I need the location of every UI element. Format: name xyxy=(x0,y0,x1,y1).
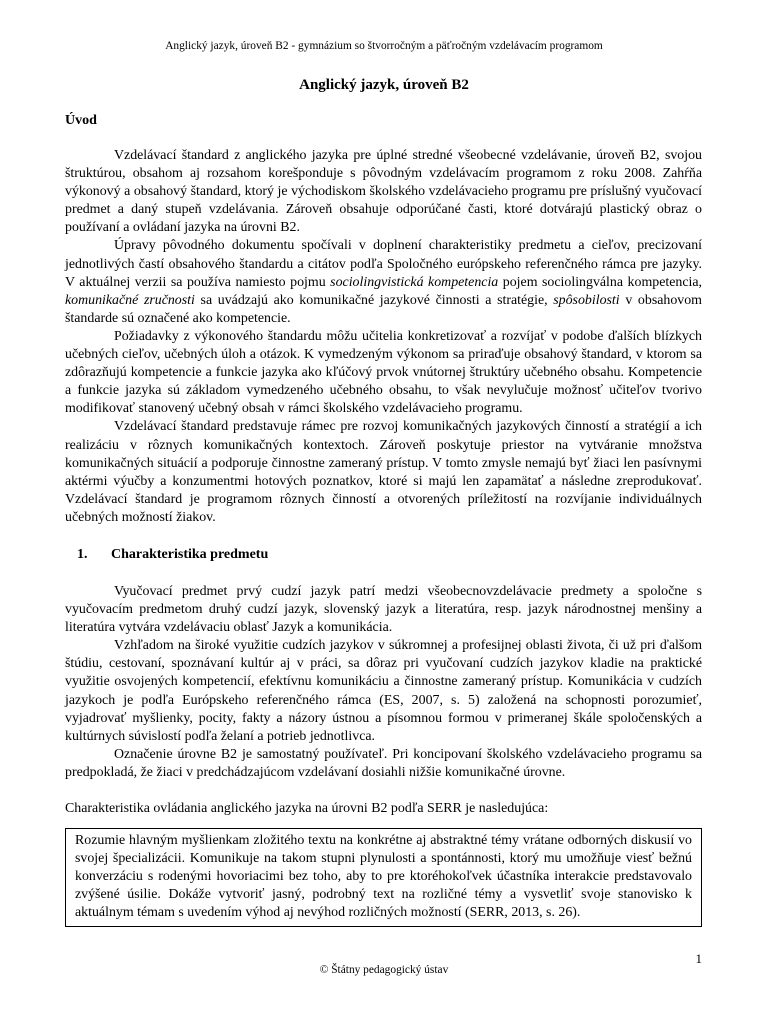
section-1-title: Charakteristika predmetu xyxy=(111,547,269,562)
section-1-paragraph-1: Vyučovací predmet prvý cudzí jazyk patrí medzi všeobecnovzdelávacie predmety a spoločne s vyučovacím predmetom druhý cudzí jazyk, slovenský jazyk a literatúra, resp. jazyk národnostnej menšiny a literatúra vytvára vzdelávaciu oblasť Jazyk a komunikácia. xyxy=(65,584,702,636)
term-sociolingvisticka: sociolingvistická kompetencia xyxy=(330,274,499,290)
section-1-body xyxy=(65,583,702,782)
term-sposobilosti: spôsobilosti xyxy=(553,292,620,308)
intro-paragraph-2: Úpravy pôvodného dokumentu spočívali v doplnení charakteristiky predmetu a cieľov, precizovaní jednotlivých častí obsahového štandardu a citátov podľa Spoločného európskeho referenčného rámca pre jazyky. V aktuálnej verzii sa používa namiesto pojmu sociolingvistická kompetencia pojem sociolingválna kompetencia, komunikačné zručnosti sa uvádzajú ako komunikačné jazykové činnosti a stratégie, spôsobilosti v obsahovom štandarde sú označené ako kompetencie. xyxy=(65,238,702,326)
serr-lead-sentence: Charakteristika ovládania anglického jazyka na úrovni B2 podľa SERR je nasledujúca: xyxy=(65,801,549,816)
footer-copyright: © Štátny pedagogický ústav xyxy=(319,964,449,976)
intro-paragraph-1: Vzdelávací štandard z anglického jazyka pre úplné stredné všeobecné vzdelávanie, úroveň B2, svojou štruktúrou, obsahom aj rozsahom korešponduje s pôvodným vzdelávacím programom z roku 2008. Zahŕňa výkonový a obsahový štandard, ktorý je východiskom školského vzdelávacieho programu pre príslušný vyučovací predmet a daný stupeň vzdelávania. Zároveň obsahuje odporúčané časti, ktoré dotvárajú plastický obraz o používaní a ovládaní jazyka na úrovni B2. xyxy=(65,148,702,236)
section-1-number: 1. xyxy=(77,547,88,562)
section-1-paragraph-3: Označenie úrovne B2 je samostatný používateľ. Pri koncipovaní školského vzdelávacieho programu sa predpokladá, že žiaci v predchádzajúcom vzdelávaní dosiahli nižšie komunikačné úrovne. xyxy=(65,746,702,780)
intro-heading: Úvod xyxy=(65,113,97,128)
section-1-lead xyxy=(65,800,702,818)
document-title: Anglický jazyk, úroveň B2 xyxy=(299,77,469,93)
intro-paragraph-3: Požiadavky z výkonového štandardu môžu učitelia konkretizovať a rozvíjať v podobe ďalších blízkych učebných cieľov, učebných úloh a otázok. K vymedzeným výkonom sa priraďuje obsahový štandard, v ktorom sa zdôrazňujú kompetencie a funkcie jazyka ako kľúčový prvok vnútornej štruktúry učebného obsahu. Kompetencie a funkcie jazyka sú základom vymedzeného učebného obsahu, to však nevylučuje možnosť učiteľov tvorivo modifikovať stanovený učebný obsah v rámci školského vzdelávacieho programu. xyxy=(65,328,702,417)
intro-paragraph-4: Vzdelávací štandard predstavuje rámec pre rozvoj komunikačných jazykových činností a stratégií a ich realizáciu v rôznych komunikačných kontextoch. Zároveň poskytuje priestor na vytváranie množstva komunikačných situácií a podporuje činnostne zameraný prístup. V tomto zmysle nemajú byť žiaci len pasívnymi aktérmi výučby a konzumentmi hotových poznatkov, ktoré si majú len zapamätať a následne zreprodukovať. Vzdelávací štandard je programom rôznych činností a otvorených príležitostí na rozvíjanie individuálnych učebných možností žiakov. xyxy=(65,419,702,525)
serr-quote-box: Rozumie hlavným myšlienkam zložitého textu na konkrétne aj abstraktné témy vrátane odborných diskusií vo svojej špecializácii. Komunikuje na takom stupni plynulosti a spontánnosti, ktorý mu umožňuje viesť bežnú konverzáciu s rodenými hovoriacimi bez toho, aby to pre ktoréhokoľvek účastníka interakcie predstavovalo zvýšené úsilie. Dokáže vytvoriť jasný, podrobný text na rozličné témy a vysvetliť svoje stanovisko k aktuálnym témam s uvedením výhod aj nevýhod rozličných možností (SERR, 2013, s. 26). xyxy=(65,828,702,927)
term-komunikacne-zrucnosti: komunikačné zručnosti xyxy=(65,292,195,308)
section-1-paragraph-2: Vzhľadom na široké využitie cudzích jazykov v súkromnej a profesijnej oblasti života, či už pri ďalšom štúdiu, cestovaní, spoznávaní kultúr aj v práci, sa dôraz pri vyučovaní cudzích jazykov kladie na praktické využitie osvojených kompetencií, efektívnu komunikáciu a činnostne zameraný prístup. Komunikácia v cudzích jazykoch je podľa Európskeho referenčného rámca (ES, 2007, s. 5) založená na schopnosti porozumieť, vyjadrovať myšlienky, pocity, fakty a názory ústnou a písomnou formou v primeranej škále spoločenských a kultúrnych súvislostí podľa želaní a potrieb jednotlivca. xyxy=(65,638,702,744)
running-header: Anglický jazyk, úroveň B2 - gymnázium so štvorročným a päťročným vzdelávacím programom xyxy=(165,40,603,52)
intro-body xyxy=(65,147,702,527)
page-number: 1 xyxy=(695,951,702,966)
section-1-heading xyxy=(65,546,268,564)
